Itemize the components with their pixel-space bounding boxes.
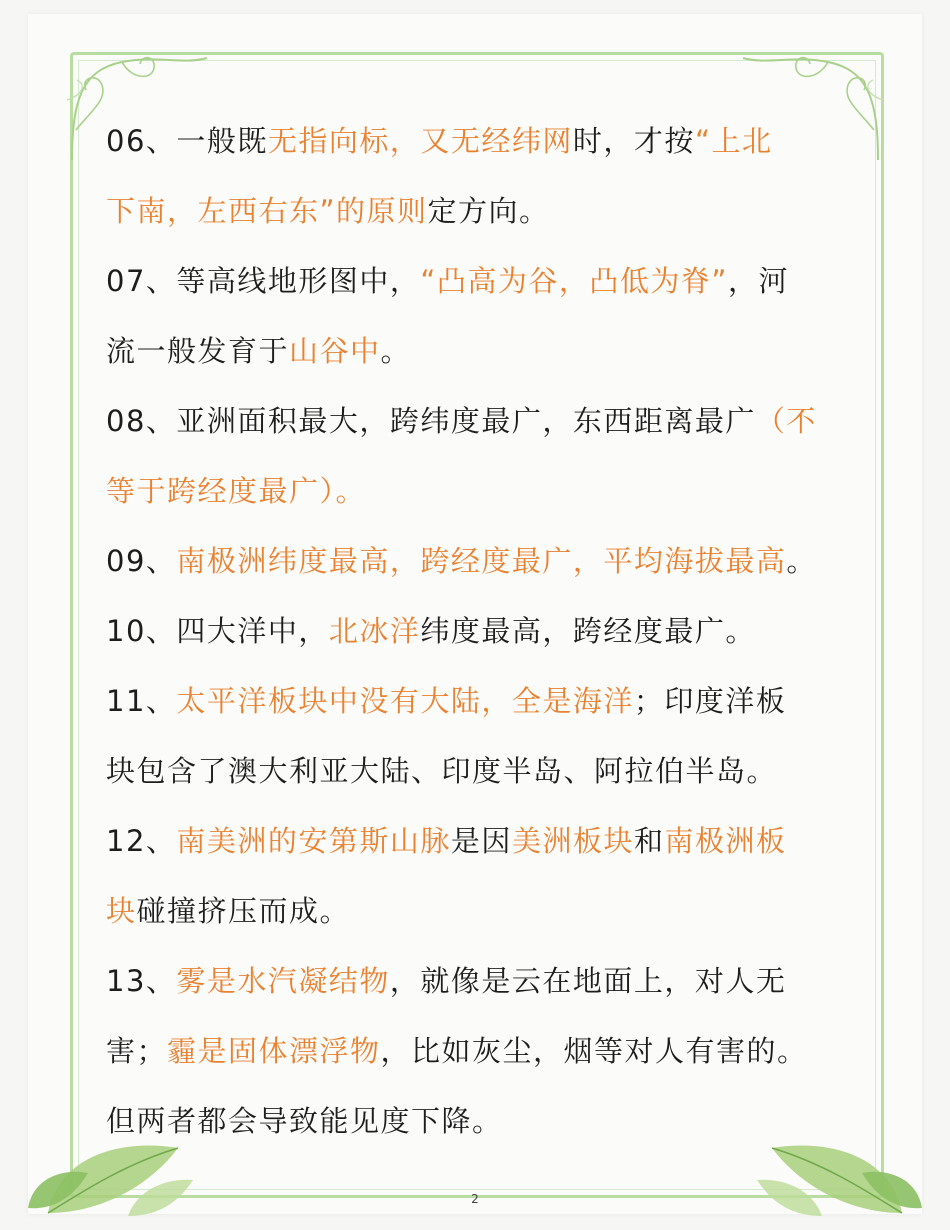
paragraph [106, 532, 842, 602]
body-text: 07、等高线地形图中， [106, 264, 421, 298]
text-line [106, 392, 842, 462]
paragraph [106, 952, 842, 1162]
body-text: ，比如灰尘，烟等对人有害的。 [380, 1034, 808, 1068]
body-text: 时，才按 [572, 124, 695, 158]
paragraph [106, 672, 842, 812]
body-text: 碰撞挤压而成。 [136, 894, 351, 928]
highlighted-text: “上北 [694, 124, 773, 158]
highlighted-text: 雾是水汽凝结物 [176, 964, 390, 998]
text-line [106, 532, 842, 602]
highlighted-text: 北冰洋 [328, 614, 421, 648]
highlighted-text: 太平洋板块中没有大陆，全是海洋 [176, 684, 634, 718]
body-text: 12、 [106, 824, 177, 858]
text-line [106, 812, 842, 882]
paragraph [106, 252, 842, 392]
highlighted-text: 霾是固体漂浮物 [167, 1034, 381, 1068]
body-text: 纬度最高，跨经度最广。 [420, 614, 756, 648]
paragraph [106, 112, 842, 252]
body-text: 06、一般既 [106, 124, 268, 158]
body-text: 11、 [106, 684, 177, 718]
text-line [106, 112, 842, 182]
body-text: 块包含了澳大利亚大陆、印度半岛、阿拉伯半岛。 [106, 754, 778, 788]
paragraph [106, 392, 842, 532]
paragraph [106, 602, 842, 672]
text-line [106, 742, 842, 812]
text-line [106, 1092, 842, 1162]
highlighted-text: 南极洲板 [664, 824, 787, 858]
text-line [106, 462, 842, 532]
highlighted-text: 南美洲的安第斯山脉 [176, 824, 451, 858]
body-text: ，河 [727, 264, 789, 298]
body-text: 害； [106, 1034, 168, 1068]
body-text: 定方向。 [427, 194, 550, 228]
body-text: 10、四大洋中， [106, 614, 329, 648]
body-text: 08、亚洲面积最大，跨纬度最广，东西距离最广 [106, 404, 756, 438]
highlighted-text: 等于跨经度最广）。 [106, 474, 367, 508]
body-text: 和 [633, 824, 665, 858]
body-text: 13、 [106, 964, 177, 998]
body-text: 流一般发育于 [106, 334, 290, 368]
text-line [106, 882, 842, 952]
text-line [106, 322, 842, 392]
text-line [106, 1022, 842, 1092]
body-text: ；印度洋板 [633, 684, 787, 718]
text-line [106, 672, 842, 742]
body-text: 。 [786, 544, 817, 578]
page-number: 2 [471, 1192, 479, 1206]
highlighted-text: 下南，左西右东”的原则 [106, 194, 428, 228]
body-text: 09、 [106, 544, 177, 578]
highlighted-text: 无指向标，又无经纬网 [267, 124, 573, 158]
highlighted-text: 块 [106, 894, 137, 928]
highlighted-text: （不 [755, 404, 817, 438]
body-text: 是因 [450, 824, 512, 858]
highlighted-text: 美洲板块 [511, 824, 634, 858]
body-text: 。 [380, 334, 412, 368]
highlighted-text: “凸高为谷，凸低为脊” [420, 264, 728, 298]
text-line [106, 952, 842, 1022]
document-body [106, 112, 842, 1162]
paragraph [106, 812, 842, 952]
text-line [106, 182, 842, 252]
text-line [106, 252, 842, 322]
highlighted-text: 南极洲纬度最高，跨经度最广，平均海拔最高 [176, 544, 787, 578]
body-text: ，就像是云在地面上，对人无 [389, 964, 787, 998]
body-text: 但两者都会导致能见度下降。 [106, 1104, 503, 1138]
highlighted-text: 山谷中 [289, 334, 381, 368]
text-line [106, 602, 842, 672]
